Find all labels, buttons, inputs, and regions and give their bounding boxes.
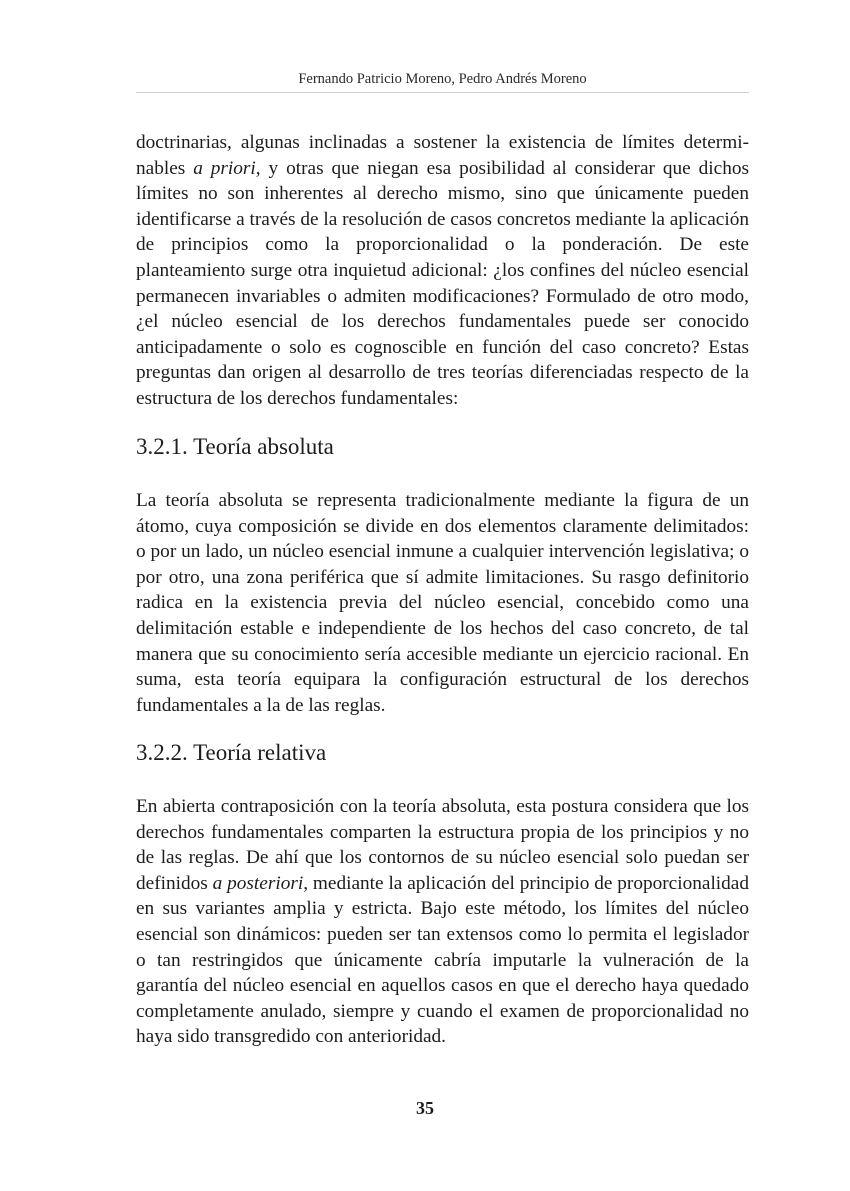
page-number: 35 xyxy=(416,1098,434,1118)
body-paragraph: La teoría absoluta se representa tradicionalmente mediante la figura de un átomo, cuya composición se divide en dos elementos claramente delimitados: o por un lado, un núcleo esencial inmune a cualquier intervención legislativa; o por otro, una zona periférica que sí admite limitaciones. Su rasgo definitorio radica en la existencia previa del núcleo esencial, concebido como una delimitación estable e independiente de los hechos del caso concreto, de tal manera que su conocimiento sería accesible mediante un ejercicio racional. En suma, esta teoría equipara la configuración estructural de los derechos fundamentales a la de las reglas. xyxy=(136,490,749,716)
running-header xyxy=(136,66,749,93)
italic-term: a priori xyxy=(193,157,256,179)
paragraph-text: , y otras que niegan esa posibilidad al considerar que dichos límites no son inherentes al derecho mismo, sino que únicamente pueden identificarse a través de la resolución de casos concretos mediante la aplicación de principios como la proporcionalidad o la ponderación. De este planteamiento surge otra inquietud adicional: ¿los confines del núcleo esencial permanecen invariables o admiten modificaciones? Formulado de otro modo, ¿el núcleo esencial de los derechos fundamentales puede ser conocido anticipadamente o solo es cognoscible en función del caso concreto? Estas preguntas dan origen al desarrollo de tres teorías diferenciadas respecto de la estructura de los derechos fundamentales: xyxy=(136,157,749,409)
body-paragraph xyxy=(136,130,749,412)
italic-term: a posteriori xyxy=(212,872,304,894)
body-paragraph xyxy=(136,794,749,1050)
section-heading: 3.2.2. Teoría relativa xyxy=(136,740,327,765)
paragraph-text: doctrinarias, algunas inclinadas a sostener la existencia de límites determinables xyxy=(136,132,749,179)
header-authors: Fernando Patricio Moreno, Pedro Andrés Moreno xyxy=(298,71,587,87)
paragraph-text: , mediante la aplicación del principio de proporcionalidad en sus variantes amplia y estricta. Bajo este método, los límites del núcleo esencial son dinámicos: pueden ser tan extensos como lo permita el legislador o tan restringidos que únicamente cabría imputarle la vulneración de la garantía del núcleo esencial en aquellos casos en que el derecho haya quedado completamente anulado, siempre y cuando el examen de proporcionalidad no haya sido transgredido con anterioridad. xyxy=(136,872,749,1048)
paragraph-text: En abierta contraposición con la teoría absoluta, esta postura considera que los derechos fundamentales comparten la estructura propia de los principios y no de las reglas. De ahí que los contornos de su núcleo esencial solo puedan ser definidos xyxy=(136,796,749,894)
section-heading: 3.2.1. Teoría absoluta xyxy=(136,434,334,459)
